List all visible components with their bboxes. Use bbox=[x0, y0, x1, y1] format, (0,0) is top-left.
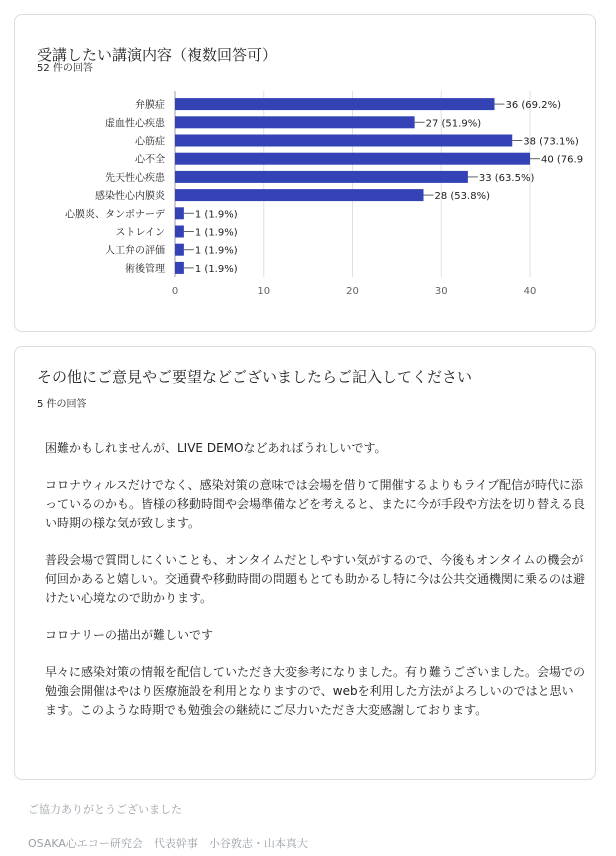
data-label: 1 (1.9%) bbox=[194, 263, 238, 275]
response-item: 早々に感染対策の情報を配信していただき大変参考になりました。有り難うございました。会場での勉強会開催はやはり医療施設を利用となりますので、webを利用した方法がよろしいのではと思います。このような時期でも勉強会の継続にご尽力いただき大変感謝しております。 bbox=[45, 665, 586, 717]
response-item: 普段会場で質問しにくいことも、オンタイムだとしやすい気がするので、今後もオンタイムの機会が何回かあると嬉しい。交通費や移動時間の問題もとても助かるし特に今は公共交通機関に乗るのは避けたい心境なので助かります。 bbox=[45, 553, 586, 605]
question-title: その他にご意見やご要望などございましたらご記入してください bbox=[37, 368, 473, 386]
bar bbox=[175, 116, 415, 128]
bar bbox=[175, 171, 468, 183]
data-label: 36 (69.2%) bbox=[505, 100, 561, 112]
response-list bbox=[45, 439, 585, 738]
response-count: 5 件の回答 bbox=[37, 399, 87, 410]
bar bbox=[175, 153, 530, 165]
x-tick-label: 30 bbox=[434, 286, 448, 297]
response-item: コロナウィルスだけでなく、感染対策の意味では会場を借りて開催するよりもライブ配信が時代に添っているのかも。皆様の移動時間や会場準備などを考えると、またに今が手段や方法を切り替える良い時期の様な気が致します。 bbox=[45, 478, 586, 530]
bar bbox=[175, 189, 424, 201]
question-title: 受講したい講演内容（複数回答可） bbox=[37, 46, 278, 64]
category-label: 弁膜症 bbox=[135, 100, 165, 112]
data-label: 40 (76.9 bbox=[541, 154, 584, 166]
footer-organization: OSAKA心エコー研究会 代表幹事 小谷敦志・山本真大 bbox=[28, 837, 308, 850]
category-label: 虚血性心疾患 bbox=[105, 118, 165, 130]
data-label: 33 (63.5%) bbox=[478, 172, 535, 184]
data-label: 38 (73.1%) bbox=[523, 136, 579, 148]
data-label: 1 (1.9%) bbox=[194, 209, 238, 221]
data-label: 1 (1.9%) bbox=[194, 245, 238, 257]
response-count: 52 件の回答 bbox=[37, 63, 93, 74]
x-tick-label: 40 bbox=[523, 286, 537, 297]
bar bbox=[175, 226, 184, 238]
category-label: ストレイン bbox=[115, 227, 165, 239]
category-label: 感染性心内膜炎 bbox=[95, 191, 165, 203]
data-label: 1 (1.9%) bbox=[194, 227, 238, 239]
x-tick-label: 10 bbox=[257, 286, 271, 297]
bar bbox=[175, 262, 184, 274]
response-item: コロナリーの描出が難しいです bbox=[45, 628, 214, 642]
category-label: 術後管理 bbox=[125, 263, 165, 275]
bar bbox=[175, 207, 184, 219]
category-label: 心筋症 bbox=[135, 136, 165, 148]
response-item: 困難かもしれませんが、LIVE DEMOなどあればうれしいです。 bbox=[45, 441, 387, 455]
responses-card bbox=[14, 346, 596, 780]
data-label: 28 (53.8%) bbox=[434, 191, 490, 203]
footer-thanks: ご協力ありがとうございました bbox=[28, 803, 182, 816]
bar bbox=[175, 244, 184, 256]
category-label: 人工弁の評価 bbox=[105, 245, 165, 257]
category-label: 先天性心疾患 bbox=[105, 172, 165, 184]
category-label: 心膜炎、タンポナーデ bbox=[65, 209, 165, 221]
chart-card bbox=[14, 14, 596, 332]
bar-chart bbox=[15, 15, 595, 331]
x-tick-label: 20 bbox=[346, 286, 359, 297]
category-label: 心不全 bbox=[135, 154, 165, 166]
x-tick-label: 0 bbox=[171, 286, 179, 297]
bar bbox=[175, 135, 512, 147]
data-label: 27 (51.9%) bbox=[425, 118, 482, 130]
bar bbox=[175, 98, 495, 110]
